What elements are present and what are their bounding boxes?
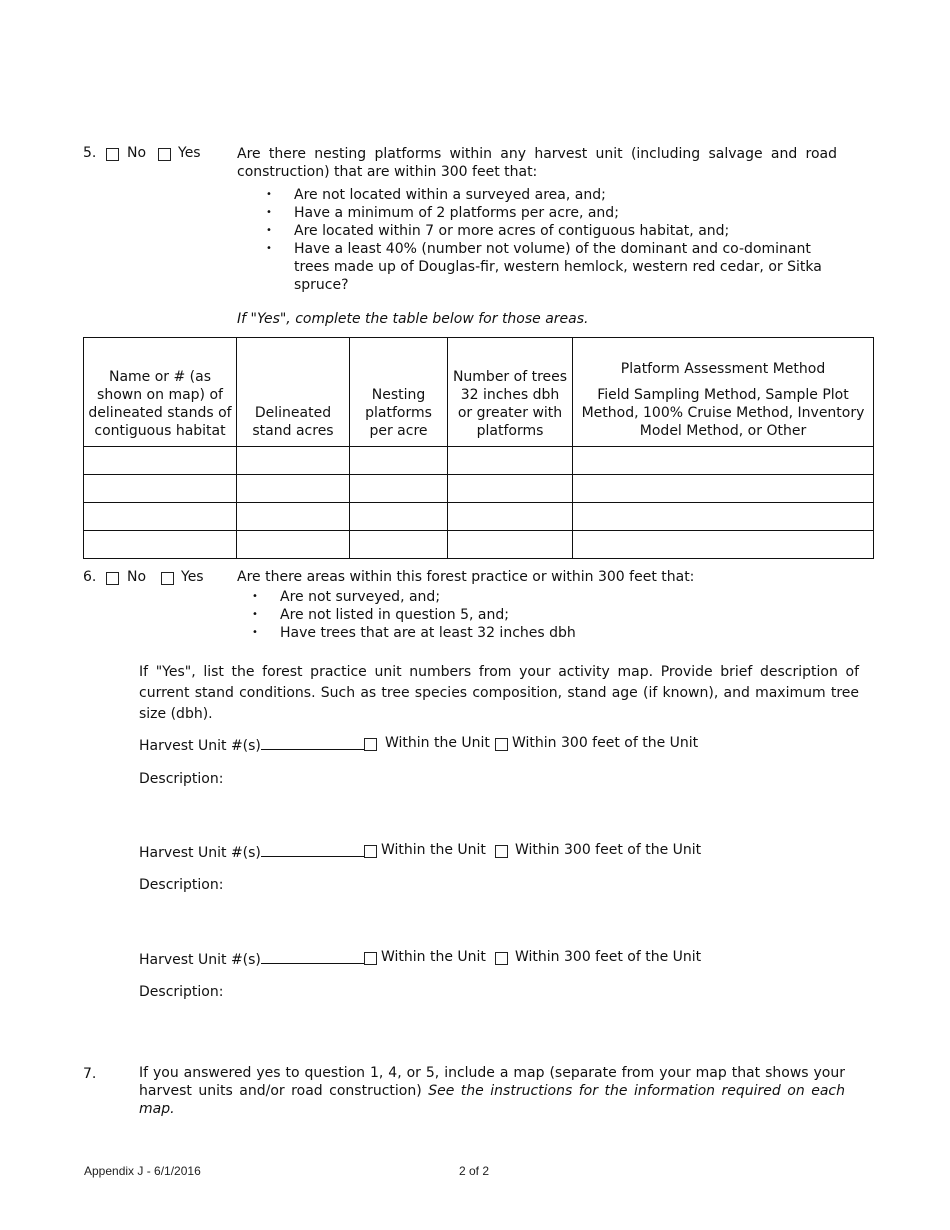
table-cell[interactable] xyxy=(350,447,448,475)
header-assessment-method xyxy=(573,338,874,447)
q5-bullet-list xyxy=(266,186,826,294)
within-300-checkbox[interactable] xyxy=(495,845,508,858)
table-cell[interactable] xyxy=(573,447,874,475)
within-unit-label: Within the Unit xyxy=(385,735,490,751)
q5-bullet: • Are not located within a surveyed area, and; xyxy=(266,186,826,204)
within-unit-checkbox[interactable] xyxy=(364,952,377,965)
table-cell[interactable] xyxy=(448,531,573,559)
q6-yes-label: Yes xyxy=(181,569,204,585)
table-cell[interactable] xyxy=(84,503,237,531)
table-cell[interactable] xyxy=(573,503,874,531)
within-unit-label: Within the Unit xyxy=(381,949,486,965)
footer-page-number: 2 of 2 xyxy=(459,1164,490,1178)
q6-yes-checkbox[interactable] xyxy=(161,572,174,585)
table-cell[interactable] xyxy=(448,475,573,503)
harvest-unit-label xyxy=(139,842,369,861)
q7-text xyxy=(139,1064,845,1118)
table-cell[interactable] xyxy=(84,531,237,559)
q6-no-checkbox[interactable] xyxy=(106,572,119,585)
q6-bullet-list xyxy=(252,588,812,642)
q5-yes-checkbox[interactable] xyxy=(158,148,171,161)
table-cell[interactable] xyxy=(237,475,350,503)
table-cell[interactable] xyxy=(237,447,350,475)
q6-no-label: No xyxy=(127,569,147,585)
description-label: Description: xyxy=(139,877,224,893)
q5-bullet: • Are located within 7 or more acres of contiguous habitat, and; xyxy=(266,222,826,240)
q6-instructions: If "Yes", list the forest practice unit numbers from your activity map. Provide brief description of current stand conditions. Such as tree species composition, stand age (if known), and maximum tree size (dbh). xyxy=(139,664,859,722)
header-assessment-title: Platform Assessment Method xyxy=(620,361,826,377)
q5-yes-label: Yes xyxy=(178,145,201,161)
within-unit-label: Within the Unit xyxy=(381,842,486,858)
q5-no-checkbox[interactable] xyxy=(106,148,119,161)
within-300-label: Within 300 feet of the Unit xyxy=(512,735,699,751)
q6-bullet: • Are not surveyed, and; xyxy=(252,588,812,606)
harvest-unit-input[interactable] xyxy=(261,842,369,857)
within-300-label: Within 300 feet of the Unit xyxy=(515,842,702,858)
within-unit-checkbox[interactable] xyxy=(364,845,377,858)
q5-no-label: No xyxy=(127,145,147,161)
table-cell[interactable] xyxy=(84,475,237,503)
table-cell[interactable] xyxy=(573,531,874,559)
q6-question: Are there areas within this forest practice or within 300 feet that: xyxy=(237,569,695,585)
within-300-checkbox[interactable] xyxy=(495,738,508,751)
header-trees-with-platforms: Number of trees 32 inches dbh or greater with platforms xyxy=(448,338,573,447)
description-label: Description: xyxy=(139,984,224,1000)
q7-main-text: If you answered yes to question 1, 4, or 5, include a map (separate from your map that shows your harvest units and/or road construction) xyxy=(139,1065,845,1099)
table-cell[interactable] xyxy=(448,447,573,475)
harvest-unit-input[interactable] xyxy=(261,949,369,964)
table-row xyxy=(84,447,874,475)
header-stand-acres: Delineated stand acres xyxy=(237,338,350,447)
header-platforms-per-acre: Nesting platforms per acre xyxy=(350,338,448,447)
table-cell[interactable] xyxy=(350,503,448,531)
harvest-unit-label-text: Harvest Unit #(s) xyxy=(139,738,261,754)
table-cell[interactable] xyxy=(237,503,350,531)
table-cell[interactable] xyxy=(84,447,237,475)
q6-bullet: • Are not listed in question 5, and; xyxy=(252,606,812,624)
table-row xyxy=(84,475,874,503)
footer-appendix: Appendix J - 6/1/2016 xyxy=(84,1164,201,1178)
table-header-row xyxy=(84,338,874,447)
q5-instruction: If "Yes", complete the table below for those areas. xyxy=(237,311,589,327)
harvest-unit-label xyxy=(139,735,369,754)
within-300-label: Within 300 feet of the Unit xyxy=(515,949,702,965)
harvest-unit-label xyxy=(139,949,369,968)
within-unit-checkbox[interactable] xyxy=(364,738,377,751)
q6-bullet: • Have trees that are at least 32 inches dbh xyxy=(252,624,812,642)
q5-bullet: • Have a minimum of 2 platforms per acre, and; xyxy=(266,204,826,222)
q5-bullet: • Have a least 40% (number not volume) of the dominant and co-dominant trees made up of Douglas-fir, western hemlock, western red cedar, or Sitka spruce? xyxy=(266,240,826,294)
harvest-unit-input[interactable] xyxy=(261,735,369,750)
q5-number: 5. xyxy=(83,145,97,161)
q5-question: Are there nesting platforms within any harvest unit (including salvage and road construction) that are within 300 feet that: xyxy=(237,146,837,180)
table-row xyxy=(84,503,874,531)
table-cell[interactable] xyxy=(448,503,573,531)
table-cell[interactable] xyxy=(237,531,350,559)
table-cell[interactable] xyxy=(350,475,448,503)
q7-italic-text: See the instructions for the information required on each map. xyxy=(139,1083,845,1117)
nesting-platform-table xyxy=(83,337,874,559)
harvest-unit-label-text: Harvest Unit #(s) xyxy=(139,845,261,861)
description-label: Description: xyxy=(139,771,224,787)
table-cell[interactable] xyxy=(350,531,448,559)
header-stand-name: Name or # (as shown on map) of delineated stands of contiguous habitat xyxy=(84,338,237,447)
table-row xyxy=(84,531,874,559)
harvest-unit-label-text: Harvest Unit #(s) xyxy=(139,952,261,968)
header-assessment-detail: Field Sampling Method, Sample Plot Method, 100% Cruise Method, Inventory Model Method, or Other xyxy=(581,387,865,439)
within-300-checkbox[interactable] xyxy=(495,952,508,965)
q6-number: 6. xyxy=(83,569,97,585)
q7-number: 7. xyxy=(83,1066,97,1082)
table-cell[interactable] xyxy=(573,475,874,503)
